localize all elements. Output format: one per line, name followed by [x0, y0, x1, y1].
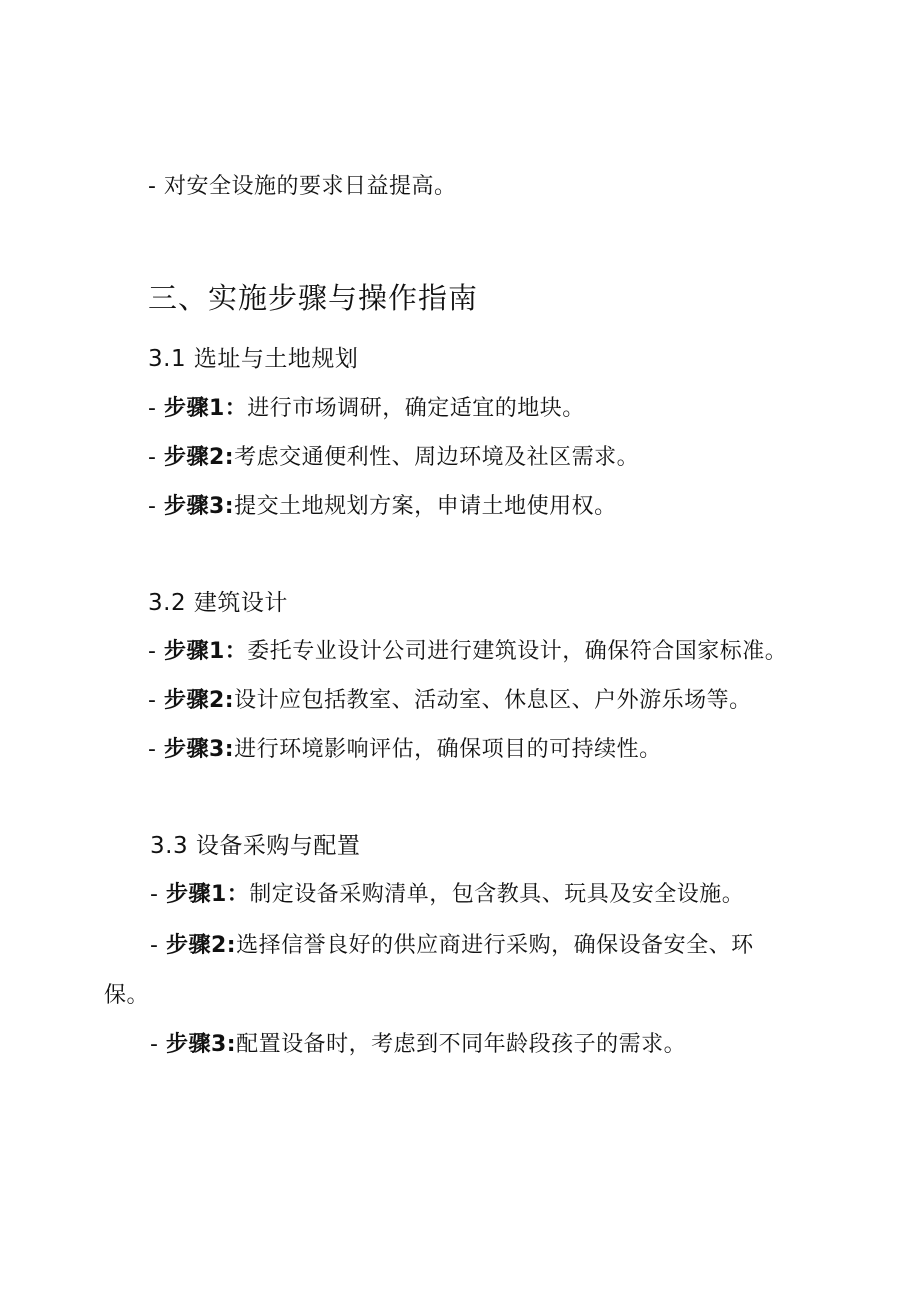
- step-label: 步骤3: [163, 737, 225, 762]
- step-label: 步骤3: [165, 1032, 227, 1057]
- section-title: 三、实施步骤与操作指南: [148, 281, 479, 315]
- bullet-dash: -: [150, 933, 166, 958]
- step-separator: :: [224, 688, 235, 713]
- step-text: 进行环境影响评估，确保项目的可持续性。: [234, 737, 662, 762]
- step-separator: :: [224, 445, 235, 470]
- step-separator: ：: [224, 396, 248, 421]
- step-line: [150, 880, 744, 910]
- step-text: 考虑交通便利性、周边环境及社区需求。: [234, 445, 640, 470]
- step-text: 进行市场调研，确定适宜的地块。: [247, 396, 585, 421]
- step-separator: :: [224, 494, 235, 519]
- bullet-dash: -: [150, 1032, 166, 1057]
- step-text: 选择信誉良好的供应商进行采购，确保设备安全、环: [236, 933, 754, 958]
- step-line: [148, 394, 585, 424]
- step-line: [148, 443, 639, 473]
- step-separator: :: [226, 1032, 237, 1057]
- step-label: 步骤1: [163, 396, 225, 421]
- step-text: 提交土地规划方案，申请土地使用权。: [234, 494, 617, 519]
- step-label: 步骤3: [163, 494, 225, 519]
- step-label: 步骤1: [163, 639, 225, 664]
- intro-text: 对安全设施的要求日益提高。: [163, 174, 457, 199]
- subsection-title-3-3: 3.3 设备采购与配置: [150, 833, 361, 859]
- bullet-dash: -: [148, 737, 164, 762]
- subsection-title-3-2: 3.2 建筑设计: [148, 590, 288, 616]
- step-separator: ：: [224, 639, 248, 664]
- step-text: 制定设备采购清单，包含教具、玩具及安全设施。: [249, 882, 745, 907]
- step-text: 委托专业设计公司进行建筑设计，确保符合国家标准。: [247, 639, 788, 664]
- bullet-dash: -: [148, 639, 164, 664]
- step-line: [148, 686, 752, 716]
- step-continuation: 保。: [104, 983, 150, 1008]
- step-label: 步骤2: [163, 688, 225, 713]
- step-separator: :: [224, 737, 235, 762]
- bullet-dash: -: [148, 494, 164, 519]
- step-line: [148, 735, 662, 765]
- intro-bullet-line: [148, 172, 456, 202]
- step-label: 步骤2: [165, 933, 227, 958]
- step-separator: ：: [226, 882, 250, 907]
- step-label: 步骤2: [163, 445, 225, 470]
- step-text: 配置设备时，考虑到不同年龄段孩子的需求。: [236, 1032, 687, 1057]
- bullet-dash: -: [150, 882, 166, 907]
- subsection-title-3-1: 3.1 选址与土地规划: [148, 346, 359, 372]
- bullet-dash: -: [148, 445, 164, 470]
- bullet-dash: -: [148, 174, 164, 199]
- step-separator: :: [226, 933, 237, 958]
- step-line: [148, 492, 617, 522]
- step-text: 设计应包括教室、活动室、休息区、户外游乐场等。: [234, 688, 752, 713]
- bullet-dash: -: [148, 396, 164, 421]
- step-label: 步骤1: [165, 882, 227, 907]
- step-line: [148, 637, 787, 667]
- bullet-dash: -: [148, 688, 164, 713]
- step-line: [150, 931, 754, 961]
- step-line: [150, 1030, 686, 1060]
